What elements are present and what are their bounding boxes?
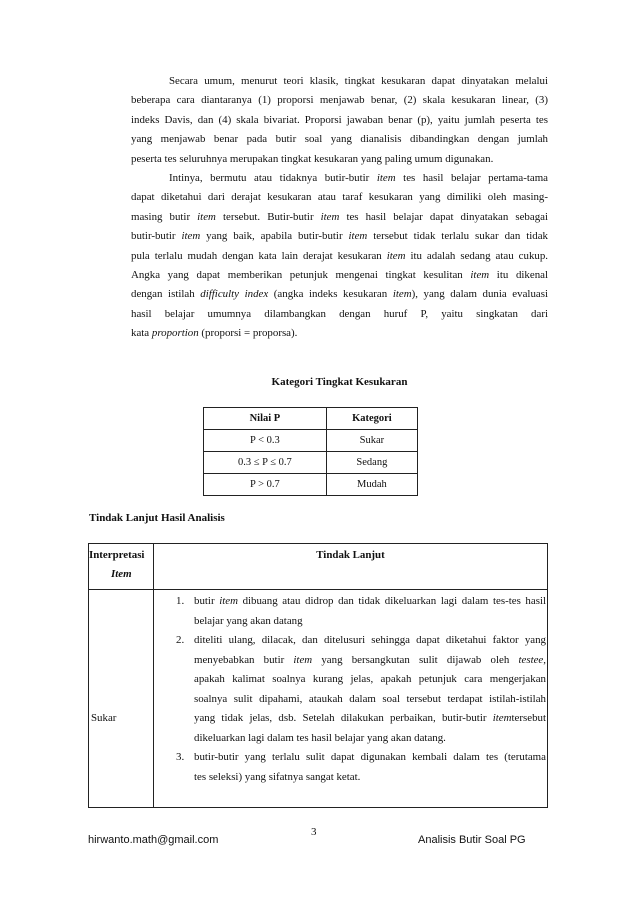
header-tindak-lanjut: Tindak Lanjut bbox=[154, 544, 548, 590]
text-line: yang menjawab benar pada butir soal yang dianalisis dibandingkan dengan jumlah bbox=[131, 133, 548, 146]
cell-nilai: 0.3 ≤ P ≤ 0.7 bbox=[204, 452, 327, 474]
page-number: 3 bbox=[311, 826, 317, 838]
list-item: 1. butir item dibuang atau didrop dan tidak dikeluarkan lagi dalam tes-tes hasil belajar yang akan datang bbox=[176, 595, 546, 627]
cell-nilai: P > 0.7 bbox=[204, 474, 327, 496]
text-line: beberapa cara diantaranya (1) proporsi menjawab benar, (2) skala kesukaran linear, (3) bbox=[131, 94, 548, 107]
list-item: 3. butir-butir yang terlalu sulit dapat digunakan kembali dalam tes (terutama tes seleksi) yang sifatnya sangat ketat. bbox=[176, 751, 546, 783]
cell-kategori: Mudah bbox=[326, 474, 417, 496]
text-line: indeks Davis, dan (4) skala bivariat. Proporsi jawaban benar (p), yaitu jumlah peserta tes bbox=[131, 113, 548, 126]
table-row bbox=[204, 452, 418, 474]
text-line: butir-butir item yang baik, apabila butir-butir item tersebut tidak terlalu sukar dan tidak bbox=[131, 230, 548, 243]
paragraph-intinya bbox=[131, 169, 548, 344]
cell-kategori: Sukar bbox=[326, 430, 417, 452]
footer-email: hirwanto.math@gmail.com bbox=[88, 834, 219, 846]
kategori-table bbox=[203, 407, 418, 496]
text-line: dapat diketahui dari derajat kesukaran atau taraf kesukaran yang dimiliki oleh masing- bbox=[131, 191, 548, 204]
cell-kategori: Sedang bbox=[326, 452, 417, 474]
text-line: pula terlalu mudah dengan kata lain derajat kesukaran item itu adalah sedang atau cukup. bbox=[131, 249, 548, 262]
tindak-lanjut-list bbox=[154, 592, 547, 787]
text-line: hasil belajar umumnya dilambangkan dengan huruf P, yaitu singkatan dari bbox=[131, 307, 548, 320]
tindak-lanjut-table bbox=[88, 543, 548, 808]
text-line: peserta tes seluruhnya merupakan tingkat kesukaran yang paling umum digunakan. bbox=[131, 152, 494, 165]
paragraph-teori-klasik bbox=[131, 72, 548, 169]
header-nilai-p: Nilai P bbox=[204, 408, 327, 430]
header-kategori: Kategori bbox=[326, 408, 417, 430]
table-row bbox=[204, 474, 418, 496]
tindak-lanjut-list-cell bbox=[154, 590, 548, 808]
cell-nilai: P < 0.3 bbox=[204, 430, 327, 452]
list-item: 2. diteliti ulang, dilacak, dan ditelusuri sehingga dapat diketahui faktor yang menyebabkan butir item yang bersangkutan sulit dijawab oleh testee, apakah kalimat soalnya kurang jelas, apakah petunjuk cara mengerjakan soalnya sulit dipahami, ataukah dalam soal tersebut terdapat istilah-istilah yang tidak jelas, dsb. Setelah dilakukan perbaikan, butir-butir itemtersebut dikeluarkan lagi dalam tes hasil belajar yang akan datang. bbox=[176, 634, 546, 744]
table-header-row bbox=[204, 408, 418, 430]
kategori-title: Kategori Tingkat Kesukaran bbox=[271, 376, 408, 388]
footer-document-title: Analisis Butir Soal PG bbox=[418, 834, 526, 846]
tindak-lanjut-title: Tindak Lanjut Hasil Analisis bbox=[89, 512, 225, 524]
table-header-row bbox=[89, 544, 548, 590]
text-line: Angka yang dapat memberikan petunjuk mengenai tingkat kesulitan item itu dikenal bbox=[131, 269, 548, 282]
table-row bbox=[89, 590, 548, 808]
header-interpretasi: Interpretasi Item bbox=[89, 544, 154, 590]
text-line: masing butir item tersebut. Butir-butir item tes hasil belajar dapat dinyatakan sebagai bbox=[131, 210, 548, 223]
row-label-sukar: Sukar bbox=[89, 590, 154, 808]
text-line: Secara umum, menurut teori klasik, tingkat kesukaran dapat dinyatakan melalui bbox=[169, 75, 548, 87]
text-line: kata proportion (proporsi = proporsa). bbox=[131, 327, 298, 340]
table-row bbox=[204, 430, 418, 452]
text-line: dengan istilah difficulty index (angka indeks kesukaran item), yang dalam dunia evaluasi bbox=[131, 288, 548, 301]
text-line: Intinya, bermutu atau tidaknya butir-butir item tes hasil belajar pertama-tama bbox=[169, 172, 548, 184]
